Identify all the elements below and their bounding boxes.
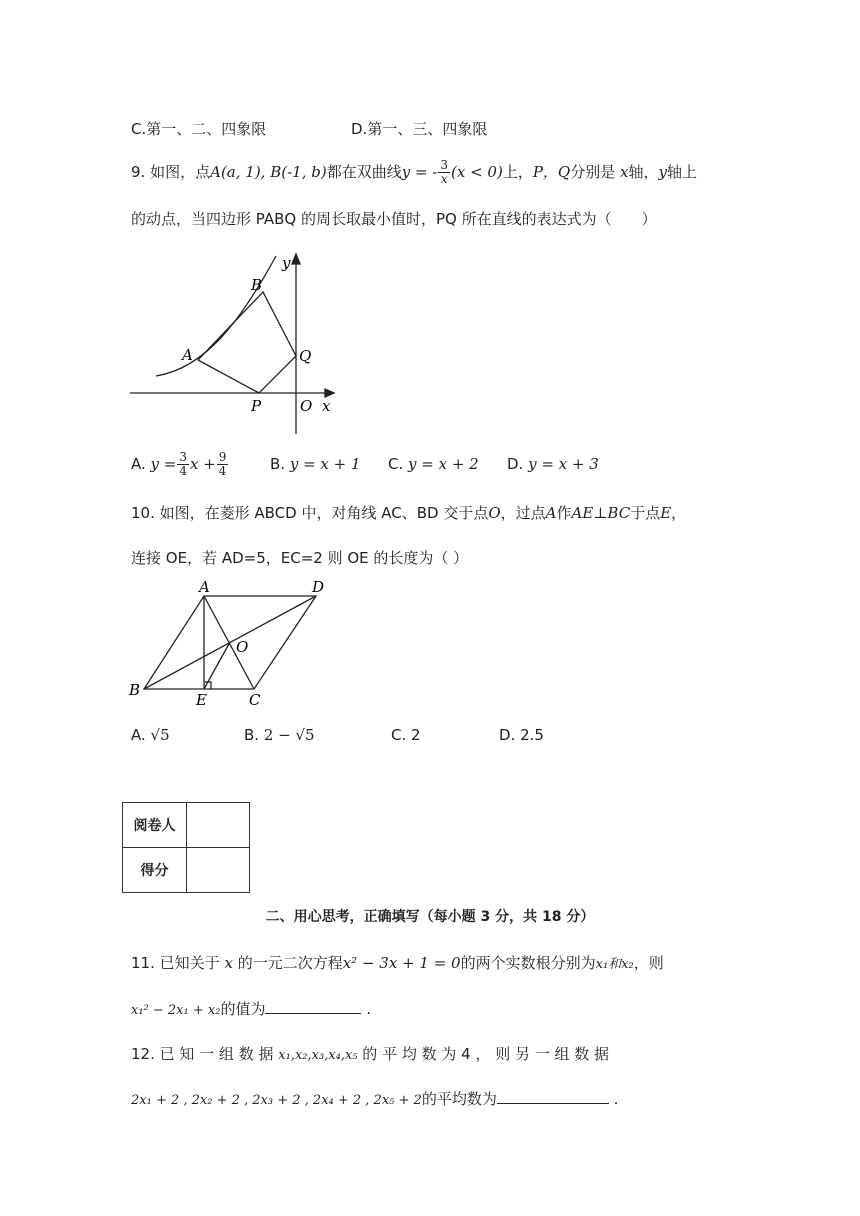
option-label: D. (507, 455, 524, 473)
q11-text: 已知关于 (159, 954, 220, 972)
q9-option-d (507, 455, 599, 473)
fig-label-b: B (251, 276, 263, 294)
q11-text: 的一元二次方程 (237, 954, 343, 972)
q9-text: 上， (502, 163, 533, 181)
hyperbola-curve (156, 256, 276, 376)
q10-text: 如图，在菱形 ABCD 中，对角线 AC、BD 交于点 (159, 504, 489, 522)
q11-equation: x² − 3x + 1 = 0 (342, 954, 461, 972)
q12-stem-line1 (131, 1043, 609, 1064)
fig-label-y: y (282, 254, 291, 272)
q9-text: 轴上 (666, 163, 697, 181)
q11-stem-line2 (131, 998, 371, 1019)
q10-option-a (131, 726, 170, 744)
q10-option-b (244, 726, 315, 744)
quadrilateral-pabq (198, 292, 296, 393)
q8-option-c: C.第一、二、四象限 (131, 120, 267, 138)
fig-label-d: D (312, 578, 325, 596)
q9-y: y (658, 163, 667, 181)
fraction-numerator: 3 (440, 158, 448, 172)
score-table-score-label: 得分 (123, 848, 187, 893)
q9-function-lhs: y = - (401, 163, 438, 181)
option-expr: 2 − √5 (263, 726, 315, 744)
q9-text: 分别是 (570, 163, 616, 181)
q9-fraction (438, 159, 450, 186)
q10-figure (126, 576, 336, 712)
score-table-score-cell (187, 848, 250, 893)
q9-text: 轴， (628, 163, 659, 181)
q12-number: 12. (131, 1045, 155, 1063)
q12-data2: 2x₁ + 2 , 2x₂ + 2 , 2x₃ + 2 , 2x₄ + 2 , 2x₅ + 2 (131, 1093, 422, 1108)
q11-end: . (366, 1000, 372, 1018)
option-label: B. (270, 455, 286, 473)
q10-text: 作 (556, 504, 572, 522)
score-table-grader-cell (187, 803, 250, 848)
q11-text: 的值为 (220, 1000, 266, 1018)
q10-option-c: C. 2 (391, 726, 421, 744)
fraction-denominator: 4 (218, 464, 227, 478)
score-table-grader-label: 阅卷人 (123, 803, 187, 848)
option-expr: y = x + 2 (408, 455, 479, 473)
fig-label-c: C (249, 691, 261, 709)
q12-text: 已 知 一 组 数 据 (159, 1045, 274, 1063)
q9-figure (126, 250, 346, 440)
q10-e: E (660, 504, 672, 522)
fig-label-o: O (300, 397, 313, 415)
q10-o: O (488, 504, 501, 522)
option-expr: √5 (150, 726, 170, 744)
q9-number: 9. (131, 163, 146, 181)
section-2-title: 二、用心思考，正确填写（每小题 3 分，共 18 分） (265, 909, 595, 925)
fig-label-a: A (182, 346, 193, 364)
q9-condition: (x < 0) (451, 163, 503, 181)
option-expr: y = x + 1 (289, 455, 361, 473)
q9-stem-line2: 的动点，当四边形 PABQ 的周长取最小值时，PQ 所在直线的表达式为（ ） (131, 210, 657, 228)
fraction-denominator: 4 (179, 464, 187, 478)
q9-x: x (620, 163, 629, 181)
q9-text: 如图，点 (150, 163, 211, 181)
option-label: B. (244, 726, 260, 744)
q11-roots: x₁和x₂ (595, 957, 634, 972)
q9-option-b (270, 455, 361, 473)
option-label: A. (131, 455, 146, 473)
q9-option-c (388, 455, 479, 473)
q11-stem-line1 (131, 952, 664, 973)
fraction-numerator: 9 (218, 450, 227, 464)
fraction-numerator: 3 (179, 450, 187, 464)
option-fraction (177, 451, 189, 478)
fig-label-b: B (129, 681, 141, 699)
fig-label-a: A (199, 578, 210, 596)
option-expr: x + (190, 455, 216, 473)
q10-perp: AE⊥BC (571, 504, 631, 522)
fig-label-p: P (251, 397, 262, 415)
option-label: A. (131, 726, 146, 744)
fig-label-o: O (236, 638, 249, 656)
option-expr: y = (150, 455, 177, 473)
option-fraction (217, 451, 229, 478)
q9-option-a (131, 448, 229, 480)
q11-x: x (224, 954, 233, 972)
q12-text: 的 平 均 数 为 4 ， 则 另 一 组 数 据 (362, 1045, 610, 1063)
fraction-denominator: x (440, 172, 448, 186)
q9-points: A(a, 1), B(-1, b) (210, 163, 327, 181)
fig-label-e: E (196, 691, 207, 709)
q9-stem-line1 (131, 158, 697, 186)
q11-text: 的两个实数根分别为 (460, 954, 596, 972)
q9-pq: P，Q (532, 163, 571, 181)
q12-data: x₁,x₂,x₃,x₄,x₅ (278, 1048, 358, 1063)
q10-option-d: D. 2.5 (499, 726, 544, 744)
q11-expression: x₁² − 2x₁ + x₂ (131, 1003, 221, 1018)
q10-text: 于点 (630, 504, 661, 522)
q9-text: 都在双曲线 (326, 163, 402, 181)
option-label: C. (388, 455, 404, 473)
q10-stem-line2: 连接 OE，若 AD=5，EC=2 则 OE 的长度为（ ） (131, 549, 469, 567)
q10-text: ，过点 (500, 504, 546, 522)
q11-answer-blank[interactable] (265, 1001, 361, 1014)
q10-text: ， (671, 504, 687, 522)
q12-text: 的平均数为 (421, 1090, 497, 1108)
q10-number: 10. (131, 504, 155, 522)
q11-text: ，则 (633, 954, 664, 972)
y-axis-arrow-icon (292, 254, 300, 264)
score-table (122, 802, 250, 893)
q12-answer-blank[interactable] (497, 1091, 609, 1104)
fig-label-q: Q (299, 347, 312, 365)
option-expr: y = x + 3 (528, 455, 599, 473)
q12-end: . (613, 1090, 619, 1108)
q8-option-d: D.第一、三、四象限 (351, 120, 488, 138)
q10-stem-line1 (131, 502, 686, 523)
q11-number: 11. (131, 954, 155, 972)
q12-stem-line2 (131, 1088, 618, 1109)
x-axis-arrow-icon (325, 389, 334, 397)
fig-label-x: x (322, 397, 331, 415)
q10-a: A (545, 504, 557, 522)
